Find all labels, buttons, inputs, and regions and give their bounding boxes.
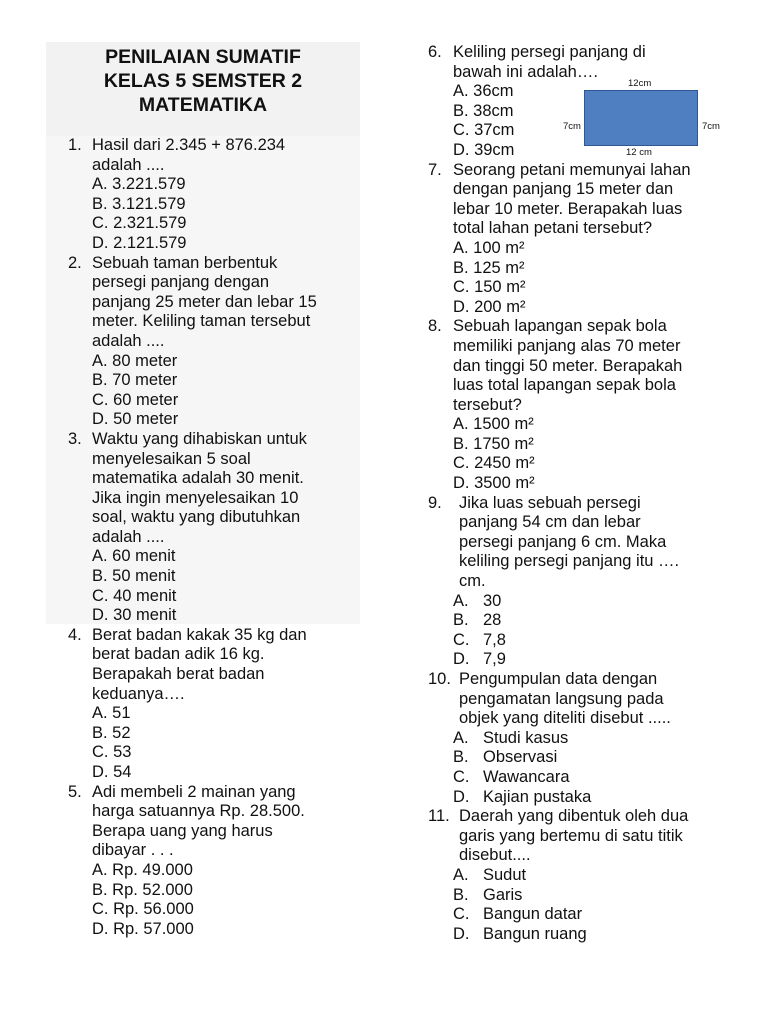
question-number: 6. [428,43,442,61]
option-text: 28 [483,611,502,630]
question-text: total lahan petani tersebut? [453,219,653,238]
question-text: Hasil dari 2.345 + 876.234 [92,136,286,154]
question-number: 4. [68,625,82,644]
answer-option: B. 1750 m² [453,434,534,453]
question-text: Jika luas sebuah persegi [459,493,641,512]
question-number: 8. [428,317,442,336]
answer-option: D. 50 meter [92,410,179,429]
question-text: adalah .... [92,155,165,174]
option-text: Garis [483,885,523,904]
question-number: 1. [68,136,82,154]
answer-option: C. 2.321.579 [92,214,187,233]
question-text: Berapa uang yang harus [92,821,273,840]
option-text: Sudut [483,865,527,884]
question-text: lebar 10 meter. Berapakah luas [453,199,683,218]
option-letter: B. [453,748,469,767]
question-text: panjang 25 meter dan lebar 15 [92,292,317,311]
answer-option: B. 3.121.579 [92,194,186,213]
answer-option: B. 38cm [453,101,514,120]
question-1 [68,136,360,254]
question-11 [428,807,728,944]
question-text: dibayar . . . [92,841,174,860]
right-column [428,43,728,944]
question-text: matematika adalah 30 menit. [92,469,304,488]
answer-option: D. 3500 m² [453,474,535,493]
answer-option: B. Rp. 52.000 [92,880,193,899]
answer-option [428,729,728,749]
question-text: persegi panjang 6 cm. Maka [459,532,667,551]
question-text: Keliling persegi panjang di [453,43,646,61]
answer-option [428,788,728,808]
question-text: Jika ingin menyelesaikan 10 [92,488,299,507]
option-text: Wawancara [483,767,570,786]
answer-option: D. 39cm [453,140,515,159]
option-letter: D. [453,787,470,806]
answer-option: D. 200 m² [453,297,526,316]
answer-option [428,925,728,945]
option-letter: C. [453,767,470,786]
answer-option: C. 150 m² [453,278,526,297]
answer-option: C. 60 meter [92,390,179,409]
answer-option: D. 2.121.579 [92,233,187,252]
answer-option: B. 52 [92,723,131,742]
answer-option [428,611,728,631]
figure-left-label: 7cm [563,121,581,132]
answer-option: B. 125 m² [453,258,525,277]
question-text: Berat badan kakak 35 kg dan [92,625,307,644]
answer-option: D. 30 menit [92,606,177,625]
question-text: dan tinggi 50 meter. Berapakah [453,356,683,375]
answer-option [428,886,728,906]
question-text: Sebuah lapangan sepak bola [453,317,667,336]
question-text: objek yang diteliti disebut ..... [459,709,671,728]
question-text: dengan panjang 15 meter dan [453,180,674,199]
question-text: pengamatan langsung pada [459,689,664,708]
answer-option: C. 40 menit [92,586,177,605]
option-letter: D. [453,924,470,943]
option-letter: C. [453,630,470,649]
question-9 [428,494,728,670]
figure-right-label: 7cm [702,121,720,132]
option-text: Studi kasus [483,728,569,747]
option-text: Observasi [483,748,558,767]
answer-option: C. Rp. 56.000 [92,900,194,919]
question-5 [68,783,360,940]
question-text: memiliki panjang alas 70 meter [453,336,681,355]
option-text: 7,8 [483,630,506,649]
question-text: Pengumpulan data dengan [459,670,658,688]
option-letter: A. [453,591,469,610]
question-text: Waktu yang dihabiskan untuk [92,429,307,448]
figure-top-label: 12cm [628,78,652,89]
question-text: bawah ini adalah…. [453,62,598,81]
figure-bottom-label: 12 cm [626,147,652,158]
rectangle-shape [584,90,698,146]
question-8 [428,317,728,493]
question-number: 3. [68,429,82,448]
question-text: tersebut? [453,395,522,414]
answer-option [428,631,728,651]
answer-option: D. Rp. 57.000 [92,919,194,938]
option-letter: B. [453,611,469,630]
question-text: harga satuannya Rp. 28.500. [92,802,305,821]
option-text: Kajian pustaka [483,787,592,806]
question-4 [68,626,360,783]
question-10 [428,670,728,807]
answer-option [428,748,728,768]
question-text: meter. Keliling taman tersebut [92,312,311,331]
question-text: luas total lapangan sepak bola [453,376,676,395]
rectangle-figure [560,78,726,158]
option-text: Bangun datar [483,905,583,924]
title-line-3: MATEMATIKA [138,94,268,116]
question-number: 2. [68,253,82,272]
question-number: 7. [428,160,442,179]
option-letter: C. [453,905,470,924]
question-text: cm. [459,572,486,591]
question-text: keliling persegi panjang itu …. [459,552,680,571]
answer-option: A. 60 menit [92,547,176,566]
answer-option: A. 100 m² [453,238,525,257]
option-text: Bangun ruang [483,924,587,943]
question-text: Adi membeli 2 mainan yang [92,782,296,801]
question-text: adalah .... [92,527,165,546]
answer-option: A. 80 meter [92,351,178,370]
answer-option: A. 36cm [453,82,514,101]
question-text: berat badan adik 16 kg. [92,645,265,664]
answer-option: B. 50 menit [92,567,176,586]
question-2 [68,254,360,430]
answer-option: C. 53 [92,743,132,762]
answer-option: B. 70 meter [92,371,178,390]
answer-option: A. 3.221.579 [92,175,186,194]
answer-option [428,650,728,670]
option-letter: A. [453,865,469,884]
question-number: 5. [68,782,82,801]
title-line-1: PENILAIAN SUMATIF [105,46,301,68]
option-text: 7,9 [483,650,506,669]
page-title [46,42,360,136]
question-number: 10. [428,670,451,688]
option-text: 30 [483,591,502,610]
question-text: Seorang petani memunyai lahan [453,160,691,179]
answer-option: C. 37cm [453,121,515,140]
question-text: keduanya…. [92,684,185,703]
answer-option [428,768,728,788]
answer-option [428,866,728,886]
answer-option [428,592,728,612]
question-7 [428,161,728,318]
title-line-2: KELAS 5 SEMSTER 2 [103,70,303,92]
answer-option: D. 54 [92,763,132,781]
question-text: Sebuah taman berbentuk [92,253,278,272]
option-letter: A. [453,728,469,747]
question-text: Daerah yang dibentuk oleh dua [459,807,689,826]
question-text: garis yang bertemu di satu titik [459,826,683,845]
option-letter: D. [453,650,470,669]
question-text: menyelesaikan 5 soal [92,449,251,468]
answer-option: A. 51 [92,704,131,723]
question-3 [68,430,360,626]
answer-option: A. Rp. 49.000 [92,860,193,879]
question-text: adalah .... [92,331,165,350]
left-column [68,136,360,939]
answer-option: C. 2450 m² [453,454,535,473]
question-text: Berapakah berat badan [92,665,265,684]
question-number: 11. [428,807,450,826]
answer-option: A. 1500 m² [453,415,534,434]
question-text: panjang 54 cm dan lebar [459,513,641,532]
question-text: disebut.... [459,846,531,865]
question-text: soal, waktu yang dibutuhkan [92,508,301,527]
option-letter: B. [453,885,469,904]
question-number: 9. [428,493,442,512]
question-text: persegi panjang dengan [92,273,270,292]
answer-option [428,905,728,925]
